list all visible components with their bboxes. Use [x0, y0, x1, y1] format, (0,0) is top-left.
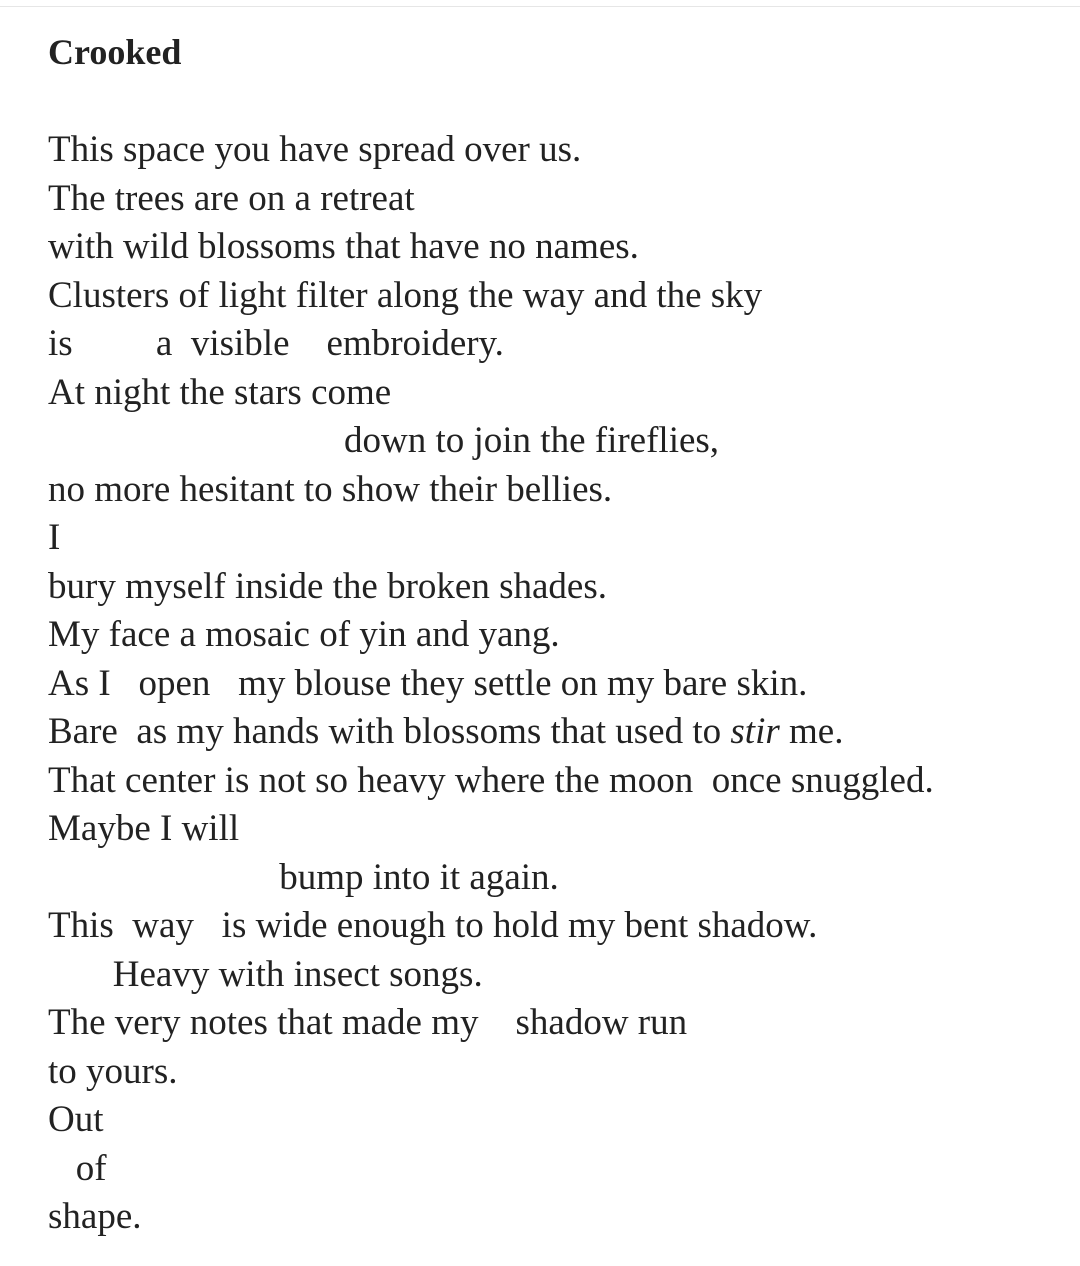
poem-line: down to join the fireflies, — [48, 420, 720, 461]
poem-line: As I open my blouse they settle on my bare skin. — [48, 662, 808, 704]
poem-body — [48, 126, 934, 1242]
poem-line: to yours. — [48, 1050, 178, 1092]
poem-line: Heavy with insect songs. — [48, 953, 483, 995]
poem-line-text: Bare as my hands with blossoms that used to — [48, 711, 731, 752]
poem-line: I — [48, 517, 61, 558]
poem-italic-word: stir — [730, 711, 780, 752]
poem-line: That center is not so heavy where the moon once snuggled. — [48, 759, 934, 801]
poem-line — [48, 708, 934, 757]
poem-line: Clusters of light filter along the way and the sky — [48, 274, 763, 316]
poem-line: bump into it again. — [48, 856, 559, 898]
poem-line: is a visible embroidery. — [48, 323, 504, 364]
poem-line: The very notes that made my shadow run — [48, 1002, 688, 1043]
poem — [48, 0, 1068, 1266]
poem-line: of — [48, 1147, 107, 1189]
poem-line: This space you have spread over us. — [48, 129, 582, 170]
poem-line: Maybe I will — [48, 808, 240, 849]
poem-line: This way is wide enough to hold my bent shadow. — [48, 905, 818, 946]
poem-title: Crooked — [48, 32, 182, 72]
poem-line: At night the stars come — [48, 371, 392, 413]
poem-line: My face a mosaic of yin and yang. — [48, 614, 560, 655]
poem-line: The trees are on a retreat — [48, 177, 415, 219]
poem-line-end: me. — [779, 711, 844, 752]
poem-line: with wild blossoms that have no names. — [48, 226, 639, 267]
poem-line: Out — [48, 1099, 104, 1140]
poem-line: bury myself inside the broken shades. — [48, 565, 607, 607]
poem-line: shape. — [48, 1196, 142, 1237]
poem-line: no more hesitant to show their bellies. — [48, 468, 613, 510]
